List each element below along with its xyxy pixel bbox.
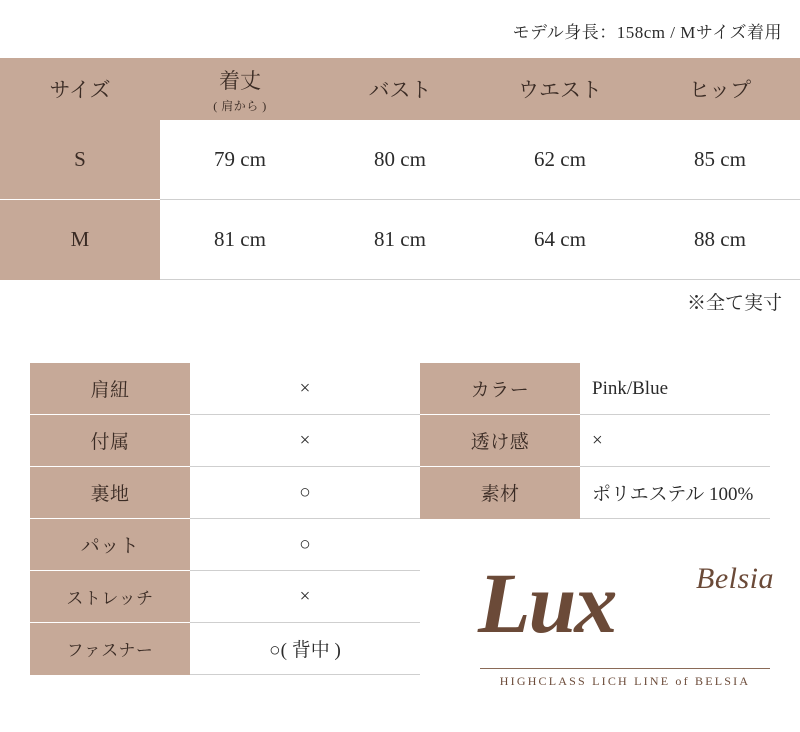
spec-table-right bbox=[420, 363, 770, 519]
spec-value-shoulder-strap: × bbox=[190, 363, 420, 415]
table-row bbox=[0, 200, 800, 280]
hip-cell-s: 85 cm bbox=[640, 120, 800, 200]
size-table-header-hip bbox=[640, 58, 800, 120]
waist-cell-s: 62 cm bbox=[480, 120, 640, 200]
model-height-note: モデル身長：158cm / Mサイズ着用 bbox=[512, 23, 782, 42]
header-label-bust: バスト bbox=[368, 78, 432, 102]
logo-brand-name: Belsia bbox=[696, 562, 774, 595]
spec-value-accessory: × bbox=[190, 415, 420, 467]
spec-value-pad: ○ bbox=[190, 519, 420, 571]
table-row bbox=[420, 363, 770, 415]
size-cell-m: M bbox=[0, 200, 160, 280]
spec-key-lining: 裏地 bbox=[30, 467, 190, 519]
brand-logo bbox=[470, 540, 780, 705]
hip-cell-m: 88 cm bbox=[640, 200, 800, 280]
spec-key-shoulder-strap: 肩紐 bbox=[30, 363, 190, 415]
spec-value-material: ポリエステル 100% bbox=[580, 467, 770, 519]
size-table-header-row bbox=[0, 58, 800, 120]
header-label-waist: ウエスト bbox=[518, 78, 602, 102]
table-row bbox=[30, 571, 420, 623]
header-sublabel-length: ( 肩から ) bbox=[213, 98, 267, 113]
size-table-header-bust bbox=[320, 58, 480, 120]
table-row bbox=[30, 415, 420, 467]
length-cell-m: 81 cm bbox=[160, 200, 320, 280]
spec-key-material: 素材 bbox=[420, 467, 580, 519]
spec-key-zipper: ファスナー bbox=[30, 623, 190, 675]
header-label-hip: ヒップ bbox=[688, 78, 752, 102]
spec-key-pad: パット bbox=[30, 519, 190, 571]
spec-value-stretch: × bbox=[190, 571, 420, 623]
logo-line-name: Lux bbox=[478, 555, 616, 651]
table-row bbox=[0, 120, 800, 200]
table-row bbox=[30, 623, 420, 675]
table-row bbox=[30, 467, 420, 519]
spec-key-stretch: ストレッチ bbox=[30, 571, 190, 623]
table-row bbox=[30, 519, 420, 571]
spec-value-zipper: ○( 背中 ) bbox=[190, 623, 420, 675]
spec-key-color: カラー bbox=[420, 363, 580, 415]
size-table bbox=[0, 58, 800, 280]
spec-key-transparency: 透け感 bbox=[420, 415, 580, 467]
table-row bbox=[30, 363, 420, 415]
waist-cell-m: 64 cm bbox=[480, 200, 640, 280]
header-label-length: 着丈 bbox=[219, 68, 261, 93]
table-row bbox=[420, 415, 770, 467]
length-cell-s: 79 cm bbox=[160, 120, 320, 200]
spec-table-left bbox=[30, 363, 420, 675]
size-table-header-waist bbox=[480, 58, 640, 120]
size-cell-s: S bbox=[0, 120, 160, 200]
actual-measurement-note: ※全て実寸 bbox=[686, 293, 782, 314]
spec-value-transparency: × bbox=[580, 415, 770, 467]
bust-cell-s: 80 cm bbox=[320, 120, 480, 200]
size-table-header-length bbox=[160, 58, 320, 120]
table-row bbox=[420, 467, 770, 519]
spec-value-lining: ○ bbox=[190, 467, 420, 519]
bust-cell-m: 81 cm bbox=[320, 200, 480, 280]
size-table-header-size bbox=[0, 58, 160, 120]
logo-tagline: HIGHCLASS LICH LINE of BELSIA bbox=[499, 674, 751, 688]
spec-value-color: Pink/Blue bbox=[580, 363, 770, 415]
spec-key-accessory: 付属 bbox=[30, 415, 190, 467]
logo-divider bbox=[480, 668, 770, 669]
header-label-size: サイズ bbox=[49, 78, 111, 102]
